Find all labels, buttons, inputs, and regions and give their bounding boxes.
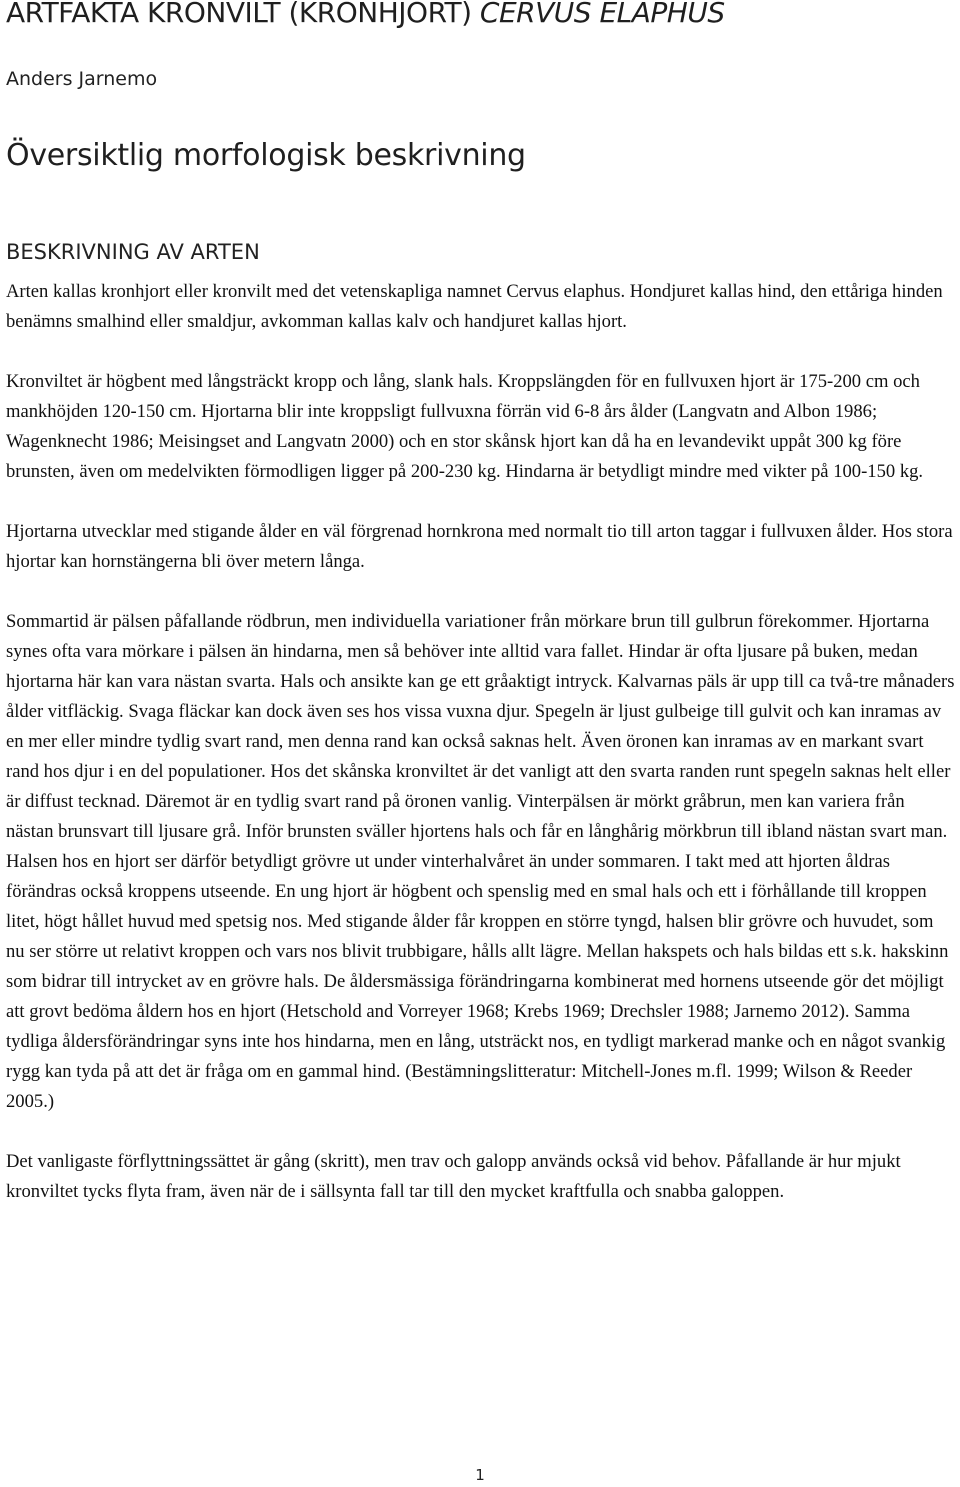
- paragraph-names: Arten kallas kronhjort eller kronvilt med det vetenskapliga namnet Cervus elaphus. Hondjuret kallas hind, den ettåriga hinden benämns smalhind eller smaldjur, avkomman kallas kalv och handjuret kallas hjort.: [6, 281, 943, 332]
- section-heading: Översiktlig morfologisk beskrivning: [6, 138, 526, 173]
- paragraph-size: Kronviltet är högbent med långsträckt kropp och lång, slank hals. Kroppslängden för en fullvuxen hjort är 175-200 cm och mankhöjden 120-150 cm. Hjortarna blir inte kroppsligt fullvuxna förrän vid 6-8 års ålder (Langvatn and Albon 1986; Wagenknecht 1986; Meisingset and Langvatn 2000) och en stor skånsk hjort kan då ha en levandevikt uppåt 300 kg före brunsten, även om medelvikten förmodligen ligger på 200-230 kg. Hindarna är betydligt mindre med vikter på 100-150 kg.: [6, 371, 924, 482]
- author-name: Anders Jarnemo: [6, 68, 158, 90]
- subsection-heading: BESKRIVNING AV ARTEN: [6, 240, 260, 264]
- paragraph-antlers: Hjortarna utvecklar med stigande ålder en väl förgrenad hornkrona med normalt tio till arton taggar i fullvuxen ålder. Hos stora hjortar kan hornstängerna bli över metern långa.: [6, 521, 953, 572]
- title-scientific-name: CERVUS ELAPHUS: [479, 0, 725, 29]
- paragraph-coat: Sommartid är pälsen påfallande rödbrun, men individuella variationer från mörkare brun till gulbrun förekommer. Hjortarna synes ofta vara mörkare i pälsen än hindarna, men så behöver inte alltid vara fallet. Hindar är ofta ljusare på buken, medan hjortarna här kan vara nästan svarta. Hals och ansikte kan ge ett gråaktigt intryck. Kalvarnas päls är upp till ca två-tre månaders ålder vitfläckig. Svaga fläckar kan dock även ses hos vissa vuxna djur. Spegeln är ljust gulbeige till gulvit och kan inramas av en mer eller mindre tydlig svart rand, men denna rand kan också saknas helt. Även öronen kan inramas av en markant svart rand hos djur i en del populationer. Hos det skånska kronviltet är det vanligt att den svarta randen runt spegeln saknas helt eller är diffust tecknad. Däremot är en tydlig svart rand på öronen vanlig. Vinterpälsen är mörkt gråbrun, men kan variera från nästan brunsvart till ljusare grå. Inför brunsten sväller hjortens hals och får en långhårig mörkbrun till ibland nästan svart man. Halsen hos en hjort ser därför betydligt grövre ut under vinterhalvåret än under sommaren. I takt med att hjorten åldras förändras också kroppens utseende. En ung hjort är högbent och spenslig med en smal hals och ett i förhållande till kroppen litet, högt hållet huvud med spetsig nos. Med stigande ålder får kroppen en större tyngd, halsen blir grövre och huvudet, som nu ser större ut relativt kroppen och vars nos blivit trubbigare, hålls allt lägre. Mellan hakspets och hals bildas ett s.k. hakskinn som bidrar till intrycket av en grövre hals. De åldersmässiga förändringarna kombinerat med hornens utseende gör det möjligt att grovt bedöma åldern hos en hjort (Hetschold and Vorreyer 1968; Krebs 1969; Drechsler 1988; Jarnemo 2012). Samma tydliga åldersförändringar syns inte hos hindarna, men en lång, utsträckt nos, en tydligt markerad manke och en något svankig rygg kan tyda på att det är fråga om en gammal hind. (Bestämningslitteratur: Mitchell-Jones m.fl. 1999; Wilson & Reeder 2005.): [6, 611, 955, 1112]
- body-text: [6, 277, 956, 1237]
- document-title: [6, 0, 725, 29]
- paragraph-movement: Det vanligaste förflyttningssättet är gång (skritt), men trav och galopp används också vid behov. Påfallande är hur mjukt kronviltet tycks flyta fram, även när de i sällsynta fall tar till den mycket kraftfulla och snabba galoppen.: [6, 1151, 901, 1202]
- title-main: ARTFAKTA KRONVILT (KRONHJORT): [6, 0, 480, 29]
- page-number: 1: [475, 1466, 485, 1484]
